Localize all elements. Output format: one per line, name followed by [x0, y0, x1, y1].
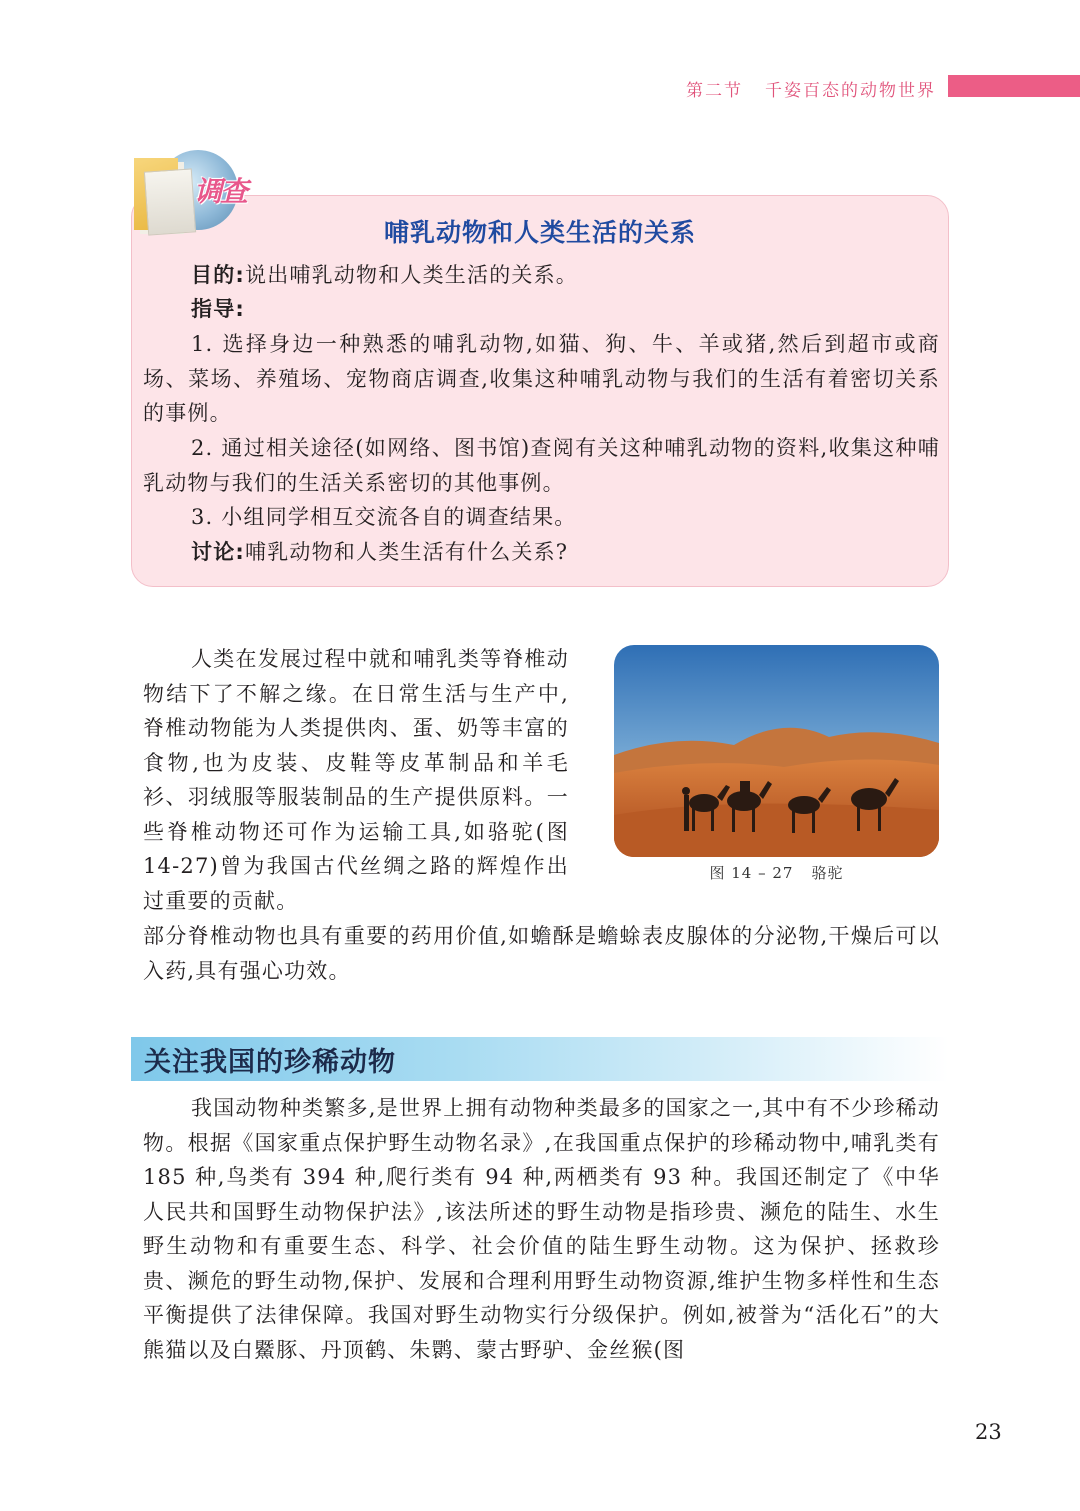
body-paragraph-1: 人类在发展过程中就和哺乳类等脊椎动物结下了不解之缘。在日常生活与生产中,脊椎动物能为人类提供肉、蛋、奶等丰富的食物,也为皮装、皮鞋等皮革制品和羊毛衫、羽绒服等服装制品的生产提供原料。一些脊椎动物还可作为运输工具,如骆驼(图 14-27)曾为我国古代丝绸之路的辉煌作出过重要的贡献。 [143, 647, 569, 913]
header-chapter-title: 千姿百态的动物世界 [765, 81, 936, 101]
page-number: 23 [975, 1420, 1002, 1444]
section-paragraph: 我国动物种类繁多,是世界上拥有动物种类最多的国家之一,其中有不少珍稀动物。根据《国家重点保护野生动物名录》,在我国重点保护的珍稀动物中,哺乳类有 185 种,鸟类有 394 种,爬行类有 94 种,两栖类有 93 种。我国还制定了《中华人民共和国野生动物保护法》,该法所述的野生动物是指珍贵、濒危的陆生、水生野生动物和有重要生态、科学、社会价值的陆生野生动物。这为保护、拯救珍贵、濒危的野生动物,保护、发展和合理利用野生动物资源,维护生物多样性和生态平衡提供了法律保障。我国对野生动物实行分级保护。例如,被誉为“活化石”的大熊猫以及白鱀豚、丹顶鹤、朱鹮、蒙古野驴、金丝猴(图 [143, 1096, 940, 1362]
investigation-step-1: 1. 选择身边一种熟悉的哺乳动物,如猫、狗、牛、羊或猪,然后到超市或商场、菜场、养殖场、宠物商店调查,收集这种哺乳动物与我们的生活有着密切关系的事例。 [143, 332, 940, 425]
header-accent-bar [948, 75, 1080, 97]
figure-caption-text: 骆驼 [811, 864, 844, 882]
investigation-discussion [191, 535, 568, 570]
figure-number: 图 14 – 27 [709, 864, 794, 882]
investigation-purpose [191, 258, 951, 293]
discuss-label: 讨论: [191, 540, 245, 564]
purpose-text: 说出哺乳动物和人类生活的关系。 [245, 263, 578, 287]
header-section-number: 第二节 [686, 81, 743, 101]
camel-photo [614, 645, 939, 857]
investigation-step-3: 3. 小组同学相互交流各自的调查结果。 [191, 505, 577, 529]
section-title: 关注我国的珍稀动物 [144, 1047, 396, 1078]
investigation-title: 哺乳动物和人类生活的关系 [383, 218, 696, 247]
guide-label: 指导: [191, 297, 245, 321]
running-header [686, 76, 936, 101]
investigation-badge-label: 调查 [194, 175, 247, 208]
body-paragraph-1-continued: 部分脊椎动物也具有重要的药用价值,如蟾酥是蟾蜍表皮腺体的分泌物,干燥后可以入药,具有强心功效。 [143, 924, 940, 983]
investigation-guide [191, 292, 245, 327]
discuss-text: 哺乳动物和人类生活有什么关系? [245, 540, 569, 564]
figure-caption [614, 862, 939, 883]
investigation-step-2: 2. 通过相关途径(如网络、图书馆)查阅有关这种哺乳动物的资料,收集这种哺乳动物与我们的生活关系密切的其他事例。 [143, 436, 940, 495]
purpose-label: 目的: [191, 263, 245, 287]
